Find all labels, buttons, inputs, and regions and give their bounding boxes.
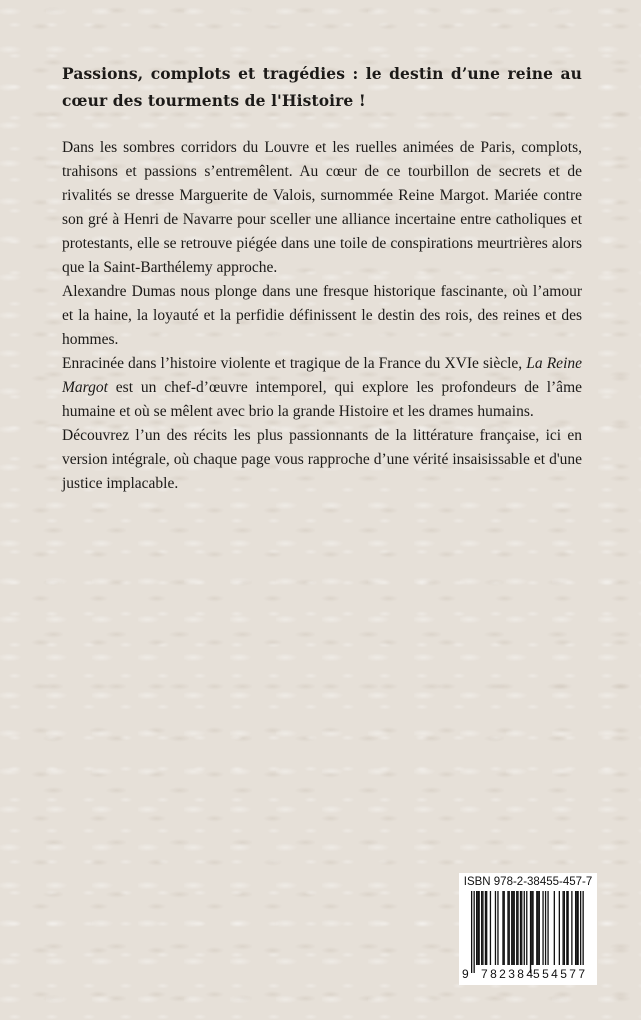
barcode-bar (504, 891, 505, 965)
paragraph-masterpiece-start: Enracinée dans l’histoire violente et tragique de la France du XVIe siècle, (62, 355, 527, 372)
barcode-bar (481, 891, 482, 965)
barcode-bar (521, 891, 522, 965)
barcode-bar (537, 891, 538, 965)
barcode-bar (524, 891, 525, 965)
paragraph-masterpiece (62, 352, 582, 424)
barcode-bar (526, 891, 527, 965)
barcode-bar (576, 891, 577, 965)
barcode-digits-left: 782384 (481, 967, 536, 981)
barcode-bar (571, 891, 572, 965)
barcode-bar (547, 891, 548, 965)
barcode-bar (471, 891, 472, 973)
barcode-bar (532, 891, 533, 965)
barcode-bar (577, 891, 578, 965)
barcode-bar (539, 891, 540, 965)
barcode-bar (490, 891, 491, 965)
barcode-bar (562, 891, 563, 965)
paragraph-dumas: Alexandre Dumas nous plonge dans une fresque historique fascinante, où l’amour et la haine, la loyauté et la perfidie définissent le destin des rois, des reines et des hommes. (62, 283, 582, 348)
barcode-digit-first: 9 (462, 967, 469, 981)
barcode-bar (567, 891, 568, 965)
paragraph-masterpiece-end: est un chef-d’œuvre intemporel, qui explore les profondeurs de l’âme humaine et où se mêlent avec brio la grande Histoire et les drames humains. (62, 379, 582, 420)
synopsis (62, 136, 582, 496)
headline: Passions, complots et tragédies : le destin d’une reine au cœur des tourments de l'Histoire ! (62, 64, 582, 110)
paragraph-intro: Dans les sombres corridors du Louvre et les ruelles animées de Paris, complots, trahisons et passions s’entremêlent. Au cœur de ce tourbillon de secrets et de rivalités se dresse Marguerite de Valois, surnommée Reine Margot. Mariée contre son gré à Henri de Navarre pour sceller une alliance incertaine entre catholiques et protestants, elle se retrouve piégée dans une toile de conspirations meurtrières alors que la Saint-Barthélemy approche. (62, 139, 582, 276)
book-title: La Reine Margot (62, 355, 582, 396)
barcode-bar (580, 891, 581, 965)
barcode-bar (502, 891, 503, 965)
barcode-bar (509, 891, 510, 965)
barcode-bar (477, 891, 478, 965)
barcode-bar (520, 891, 521, 965)
barcode-bar (495, 891, 496, 965)
barcode-bar (516, 891, 517, 965)
barcode-digits-right: 554577 (533, 967, 588, 981)
barcode-bar (517, 891, 518, 965)
barcode-bar (512, 891, 513, 965)
barcode-bar (575, 891, 576, 965)
barcode-bars (471, 891, 585, 973)
barcode-bar (507, 891, 508, 965)
barcode-bar (482, 891, 483, 965)
barcode-bar (476, 891, 477, 965)
barcode-bar (485, 891, 486, 965)
barcode-bar (566, 891, 567, 965)
barcode-bar (479, 891, 480, 965)
barcode-bar (536, 891, 537, 965)
barcode-bar (486, 891, 487, 965)
barcode-bar (545, 891, 546, 965)
paragraph-discover: Découvrez l’un des récits les plus passionnants de la littérature française, ici en version intégrale, où chaque page vous rapproche d’une vérité insaisissable et d'une justice implacable. (62, 427, 582, 492)
barcode-bar (514, 891, 515, 965)
isbn-label: ISBN 978-2-38455-457-7 (463, 876, 593, 888)
barcode-bar (497, 891, 498, 965)
barcode-bar (564, 891, 565, 965)
barcode-bar (474, 891, 475, 973)
barcode-bar (531, 891, 532, 965)
barcode-bar (559, 891, 560, 965)
barcode-bar (582, 891, 583, 965)
barcode-bar (554, 891, 555, 965)
isbn-barcode (459, 873, 597, 985)
barcode-bar (511, 891, 512, 965)
barcode-bar (542, 891, 543, 965)
barcode-bar (530, 891, 531, 973)
